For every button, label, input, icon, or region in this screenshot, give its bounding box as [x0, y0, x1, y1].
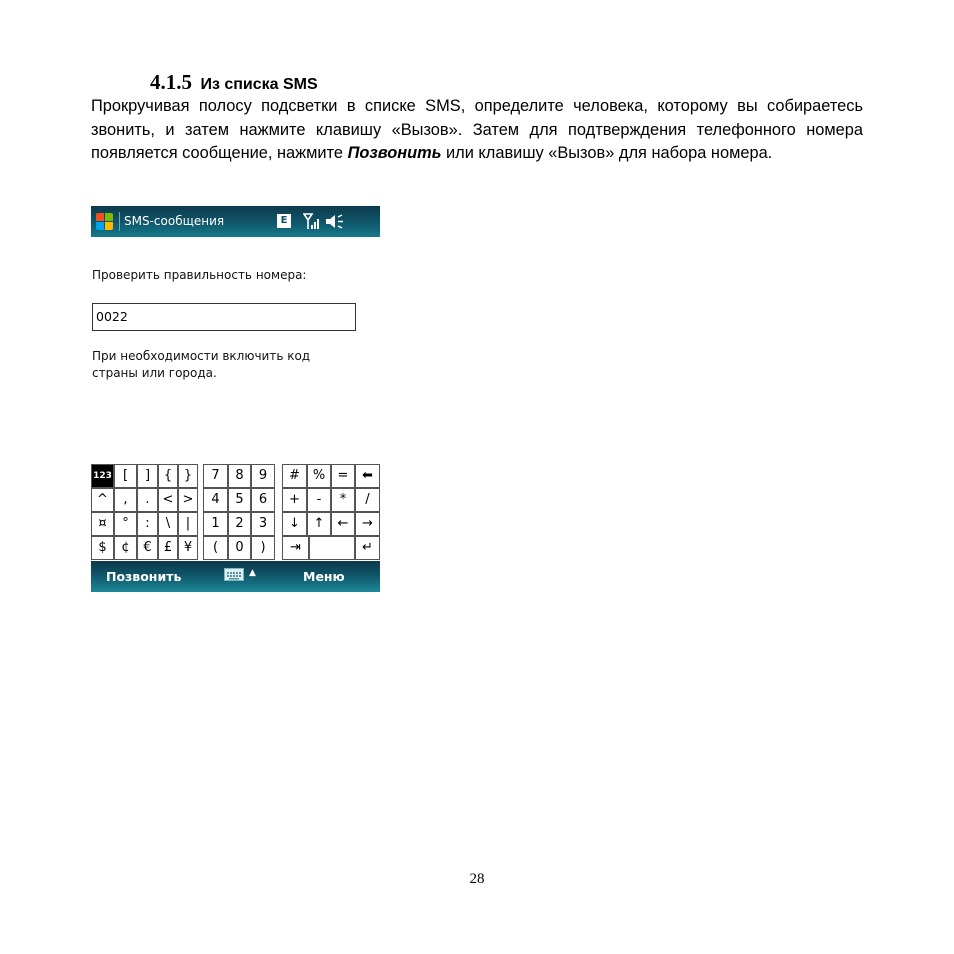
key-9[interactable]: 9 [251, 464, 275, 488]
key-0[interactable]: 0 [228, 536, 251, 560]
key-yen[interactable]: ¥ [178, 536, 198, 560]
key-8[interactable]: 8 [228, 464, 251, 488]
key-7[interactable]: 7 [203, 464, 228, 488]
key-equals[interactable]: = [331, 464, 355, 488]
key-4[interactable]: 4 [203, 488, 228, 512]
key-6[interactable]: 6 [251, 488, 275, 512]
key-left-brace[interactable]: { [158, 464, 178, 488]
section-title: Из списка SMS [200, 76, 318, 93]
key-right-arrow[interactable]: → [355, 512, 380, 536]
key-comma[interactable]: , [114, 488, 137, 512]
key-degree[interactable]: ° [114, 512, 137, 536]
key-2[interactable]: 2 [228, 512, 251, 536]
call-softkey[interactable]: Позвонить [106, 569, 182, 584]
key-minus[interactable]: - [307, 488, 331, 512]
phone-number-field[interactable]: 0022 [92, 303, 356, 331]
key-currency[interactable]: ¤ [91, 512, 114, 536]
key-slash[interactable]: / [355, 488, 380, 512]
key-caret[interactable]: ^ [91, 488, 114, 512]
key-greater-than[interactable]: > [178, 488, 198, 512]
key-1[interactable]: 1 [203, 512, 228, 536]
instruction-paragraph [91, 95, 863, 166]
key-colon[interactable]: : [137, 512, 158, 536]
key-3[interactable]: 3 [251, 512, 275, 536]
key-plus[interactable]: + [282, 488, 307, 512]
key-123[interactable]: 123 [91, 464, 114, 488]
key-cent[interactable]: ¢ [114, 536, 137, 560]
key-dollar[interactable]: $ [91, 536, 114, 560]
paragraph-text-before: Прокручивая полосу подсветки в списке SMS, определите человека, которому вы собираетесь звонить, и затем нажмите клавишу «Вызов». Затем для подтверждения телефонного номера появляется сообщение, нажмите [91, 97, 863, 162]
key-tab[interactable]: ⇥ [282, 536, 309, 560]
keyboard-icon[interactable] [224, 568, 244, 581]
menu-softkey[interactable]: Меню [303, 569, 345, 584]
section-heading [150, 70, 318, 95]
key-left-bracket[interactable]: [ [114, 464, 137, 488]
key-percent[interactable]: % [307, 464, 331, 488]
key-right-bracket[interactable]: ] [137, 464, 158, 488]
signal-icon[interactable] [303, 213, 319, 230]
title-separator [119, 212, 120, 231]
volume-icon[interactable] [324, 213, 344, 230]
key-hash[interactable]: # [282, 464, 307, 488]
section-number: 4.1.5 [150, 70, 192, 94]
input-panel-arrow-icon[interactable]: ▲ [249, 568, 256, 578]
key-backspace[interactable]: ⬅ [355, 464, 380, 488]
menu-bar [91, 561, 380, 592]
page-number: 28 [469, 871, 485, 887]
app-title: SMS-сообщения [124, 214, 225, 228]
windows-start-icon[interactable] [95, 212, 115, 232]
paragraph-text-after: или клавишу «Вызов» для набора номера. [441, 144, 773, 162]
key-space[interactable] [309, 536, 355, 560]
key-left-arrow[interactable]: ← [331, 512, 355, 536]
key-5[interactable]: 5 [228, 488, 251, 512]
key-up-arrow[interactable]: ↑ [307, 512, 331, 536]
key-euro[interactable]: € [137, 536, 158, 560]
title-bar [91, 206, 380, 237]
paragraph-emphasis: Позвонить [347, 144, 442, 162]
key-right-brace[interactable]: } [178, 464, 198, 488]
key-pound[interactable]: £ [158, 536, 178, 560]
key-asterisk[interactable]: * [331, 488, 355, 512]
country-code-hint: При необходимости включить код страны или города. [92, 349, 311, 380]
key-enter[interactable]: ↵ [355, 536, 380, 560]
key-pipe[interactable]: | [178, 512, 198, 536]
verify-number-prompt: Проверить правильность номера: [92, 268, 307, 282]
network-e-badge[interactable]: E [277, 214, 291, 228]
key-left-paren[interactable]: ( [203, 536, 228, 560]
key-less-than[interactable]: < [158, 488, 178, 512]
key-down-arrow[interactable]: ↓ [282, 512, 307, 536]
phone-screenshot [91, 206, 380, 592]
key-period[interactable]: . [137, 488, 158, 512]
symbol-keyboard [91, 464, 380, 560]
key-backslash[interactable]: \ [158, 512, 178, 536]
key-right-paren[interactable]: ) [251, 536, 275, 560]
